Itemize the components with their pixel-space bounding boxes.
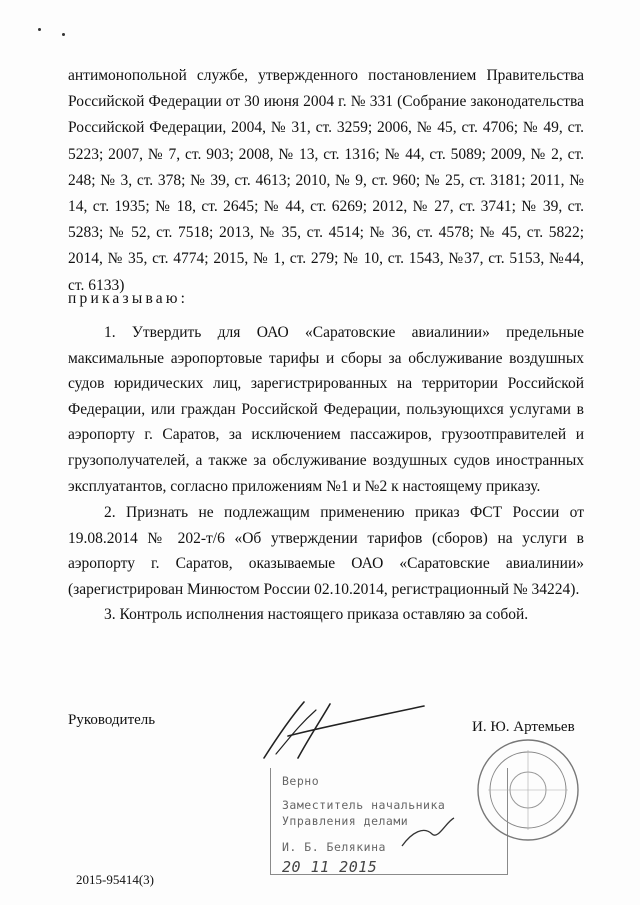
registration-number: 2015-95414(3) — [76, 872, 154, 887]
handwritten-signature — [258, 696, 428, 766]
certifier-signature — [398, 812, 458, 852]
stamp-line-4: И. Б. Белякина — [282, 840, 386, 854]
stamp-line-1: Верно — [282, 774, 320, 788]
intro-paragraph: антимонопольной службе, утвержденного постановлением Правительства Российской Федерации от 30 июня 2004 г. № 331 (Собрание законодательства Российской Федерации, 2004, № 31, ст. 3259; 2006, № 45, ст. 4706; № 49, ст. 5223; 2007, № 7, ст. 903; 2008, № 13, ст. 1316; № 44, ст. 5089; 2009, № 2, ст. 248; № 3, ст. 378; № 39, ст. 4613; 2010, № 9, ст. 960; № 25, ст. 3181; 2011, № 14, ст. 1935; № 18, ст. 2645; № 44, ст. 6269; 2012, № 27, ст. 3741; № 39, ст. 5283; № 52, ст. 7518; 2013, № 35, ст. 4514; № 36, ст. 4578; № 45, ст. 5822; 2014, № 35, ст. 4774; 2015, № 1, ст. 279; № 10, ст. 1543, №37, ст. 5153, №44, ст. 6133) — [68, 67, 584, 294]
signature-label: Руководитель — [68, 712, 156, 728]
order-item-3: 3. Контроль исполнения настоящего приказа оставляю за собой. — [104, 606, 529, 623]
scan-dot — [38, 28, 41, 31]
signatory-name: И. Ю. Артемьев — [472, 719, 575, 735]
order-item-1: 1. Утвердить для ОАО «Саратовские авиалинии» предельные максимальные аэропортовые тарифы и сборы за обслуживание воздушных судов юридических лиц, зарегистрированных на территории Российской Федерации, или граждан Российской Федерации, пользующихся услугами в аэропорту г. Саратов, за исключением пассажиров, грузоотправителей и грузополучателей, а также за обслуживание воздушных судов иностранных эксплуатантов, согласно приложениям №1 и №2 к настоящему приказу. — [68, 324, 584, 495]
stamp-line-2: Заместитель начальника — [282, 798, 446, 812]
stamp-date: 20 11 2015 — [282, 858, 378, 876]
round-seal-icon — [474, 736, 582, 844]
order-word: приказываю: — [68, 290, 189, 307]
order-item-2: 2. Признать не подлежащим применению приказ ФСТ России от 19.08.2014 № 202-т/6 «Об утверждении тарифов (сборов) на услуги в аэропорту г. Саратов, оказываемые ОАО «Саратовские авиалинии» (зарегистрирован Минюстом России 02.10.2014, регистрационный № 34224). — [68, 504, 584, 598]
stamp-line-3: Управления делами — [282, 814, 409, 828]
scan-dot — [62, 33, 65, 36]
